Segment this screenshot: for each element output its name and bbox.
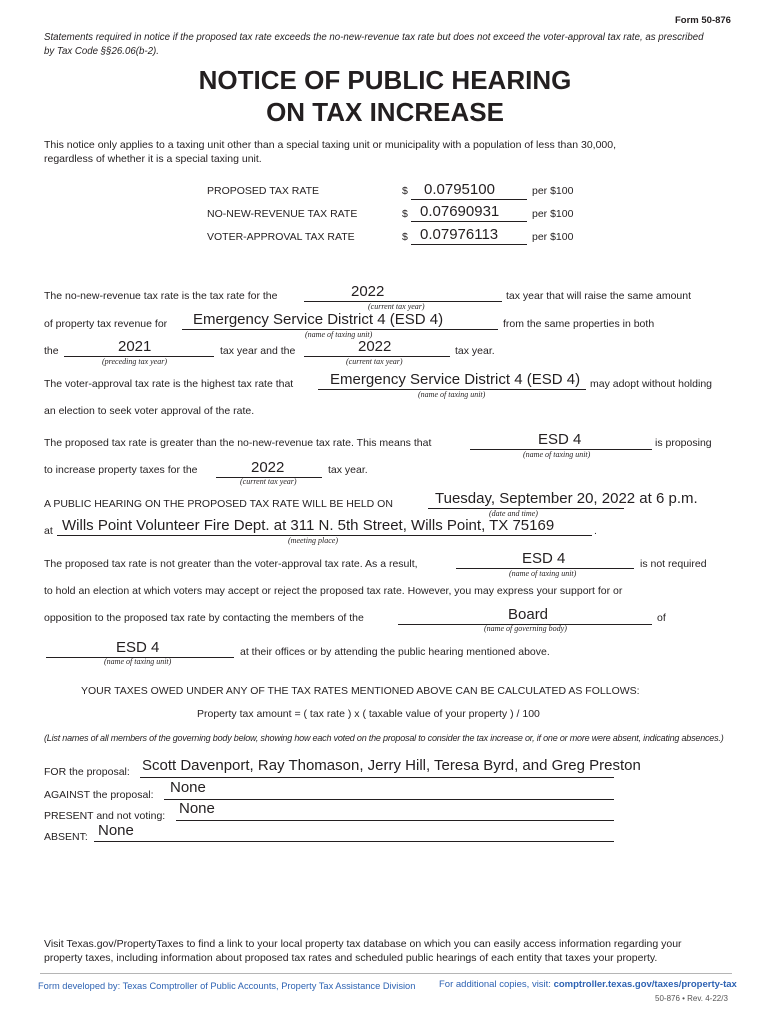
- visit-text-cont: property taxes, including information about proposed tax rates and scheduled public hearings of each entity that taxes your property.: [44, 952, 658, 964]
- p2-text-b: may adopt without holding: [590, 378, 712, 390]
- intro-text-cont: regardless of whether it is a special taxing unit.: [44, 153, 262, 165]
- p1-caption-preceding-year: (preceding tax year): [102, 357, 168, 366]
- visit-text: Visit Texas.gov/PropertyTaxes to find a link to your local property tax database on which you can easily access information regarding your: [44, 938, 682, 950]
- p3-text-d: tax year.: [328, 464, 368, 476]
- rate-unit: per $100: [532, 185, 574, 197]
- rate-value-voter-approval: 0.07976113: [420, 226, 499, 243]
- vote-field-present: [176, 800, 614, 821]
- p2-text-a: The voter-approval tax rate is the highest tax rate that: [44, 378, 294, 390]
- p1-caption-current-year-2: (current tax year): [346, 357, 403, 366]
- rate-unit: per $100: [532, 231, 574, 243]
- dollar-sign: $: [402, 185, 408, 197]
- hearing-text: A PUBLIC HEARING ON THE PROPOSED TAX RATE WILL BE HELD ON: [44, 498, 393, 510]
- vote-field-absent: [94, 824, 614, 842]
- vote-label-present: PRESENT and not voting:: [44, 810, 166, 822]
- calc-heading: YOUR TAXES OWED UNDER ANY OF THE TAX RATES MENTIONED ABOVE CAN BE CALCULATED AS FOLLOWS:: [81, 685, 640, 697]
- p1-text-e: the: [44, 345, 59, 357]
- p1-text-g: tax year.: [455, 345, 495, 357]
- p1-text-c: of property tax revenue for: [44, 318, 168, 330]
- footer-copies-label: For additional copies, visit:: [439, 979, 554, 990]
- vote-label-against: AGAINST the proposal:: [44, 789, 154, 801]
- p1-value-preceding-year: 2021: [118, 338, 152, 355]
- p1-text-f: tax year and the: [220, 345, 296, 357]
- rate-label-proposed: PROPOSED TAX RATE: [207, 185, 320, 197]
- rate-unit: per $100: [532, 208, 574, 220]
- p4-text-b: is not required: [640, 558, 707, 570]
- hearing-value-place: Wills Point Volunteer Fire Dept. at 311 N. 5th Street, Wills Point, TX 75169: [62, 517, 555, 534]
- statement-cont: by Tax Code §§26.06(b-2).: [44, 46, 159, 57]
- footer-copies-link[interactable]: comptroller.texas.gov/taxes/property-tax: [553, 979, 737, 990]
- p4-value-taxing-unit: ESD 4: [522, 550, 566, 567]
- p2-caption-taxing-unit: (name of taxing unit): [418, 390, 486, 399]
- p3-value-current-year: 2022: [251, 459, 285, 476]
- p4-value-taxing-unit-2: ESD 4: [116, 639, 160, 656]
- calc-formula: Property tax amount = ( tax rate ) x ( taxable value of your property ) / 100: [197, 708, 540, 720]
- page-title: NOTICE OF PUBLIC HEARING: [198, 65, 572, 95]
- p4-text-e: of: [657, 612, 666, 624]
- footer-credit: Form developed by: Texas Comptroller of Public Accounts, Property Tax Assistance Division: [38, 981, 416, 991]
- footer-copies: [439, 979, 737, 990]
- p2-value-taxing-unit: Emergency Service District 4 (ESD 4): [330, 371, 581, 388]
- page-title-line2: ON TAX INCREASE: [266, 97, 504, 127]
- p3-value-taxing-unit: ESD 4: [538, 431, 582, 448]
- p4-text-c: to hold an election at which voters may accept or reject the proposed tax rate. However, you may express your support for or: [44, 585, 623, 597]
- vote-label-absent: ABSENT:: [44, 831, 88, 843]
- p4-value-governing-body: Board: [508, 606, 549, 623]
- p1-text-d: from the same properties in both: [503, 318, 655, 330]
- p1-value-taxing-unit: Emergency Service District 4 (ESD 4): [193, 311, 444, 328]
- p4-text-d: opposition to the proposed tax rate by contacting the members of the: [44, 612, 364, 624]
- p4-caption-taxing-unit: (name of taxing unit): [509, 569, 577, 578]
- vote-label-for: FOR the proposal:: [44, 766, 130, 778]
- list-note: (List names of all members of the governing body below, showing how each voted on the proposal to consider the tax increase or, if one or more were absent, indicating absences.): [44, 733, 724, 743]
- p1-text-a: The no-new-revenue tax rate is the tax rate for the: [44, 290, 278, 302]
- p4-caption-taxing-unit-2: (name of taxing unit): [104, 657, 172, 666]
- p3-text-c: to increase property taxes for the: [44, 464, 198, 476]
- p4-text-a: The proposed tax rate is not greater than the voter-approval tax rate. As a result,: [44, 558, 418, 570]
- p2-text-c: an election to seek voter approval of the rate.: [44, 405, 255, 417]
- vote-value-present: None: [179, 800, 215, 817]
- p4-caption-governing-body: (name of governing body): [484, 624, 567, 633]
- p1-field-current-year: [304, 284, 502, 302]
- p4-text-f: at their offices or by attending the public hearing mentioned above.: [240, 646, 550, 658]
- rate-value-proposed: 0.0795100: [424, 181, 495, 198]
- statement: Statements required in notice if the proposed tax rate exceeds the no-new-revenue tax rate but does not exceed the voter-approval tax rate, as prescribed: [44, 32, 704, 43]
- vote-field-against: [164, 779, 614, 800]
- vote-value-for: Scott Davenport, Ray Thomason, Jerry Hill, Teresa Byrd, and Greg Preston: [142, 757, 641, 774]
- dollar-sign: $: [402, 231, 408, 243]
- hearing-caption-place: (meeting place): [288, 536, 338, 545]
- p3-text-b: is proposing: [655, 437, 712, 449]
- hearing-caption-date: (date and time): [489, 509, 538, 518]
- rate-label-no-new-revenue: NO-NEW-REVENUE TAX RATE: [207, 208, 358, 220]
- rate-label-voter-approval: VOTER-APPROVAL TAX RATE: [207, 231, 355, 243]
- hearing-period: .: [594, 525, 597, 537]
- rate-value-no-new-revenue: 0.07690931: [420, 203, 500, 220]
- p1-caption-taxing-unit: (name of taxing unit): [305, 330, 373, 339]
- hearing-value-date: Tuesday, September 20, 2022 at 6 p.m.: [435, 490, 698, 507]
- p3-caption-taxing-unit: (name of taxing unit): [523, 450, 591, 459]
- footer-revision: 50-876 • Rev. 4-22/3: [655, 994, 728, 1003]
- p3-text-a: The proposed tax rate is greater than the no-new-revenue tax rate. This means that: [44, 437, 432, 449]
- intro-text: This notice only applies to a taxing unit other than a special taxing unit or municipality with a population of less than 30,000,: [44, 139, 617, 151]
- hearing-at: at: [44, 525, 53, 537]
- p3-caption-current-year: (current tax year): [240, 477, 297, 486]
- form-number: Form 50-876: [675, 15, 731, 26]
- p1-text-b: tax year that will raise the same amount: [506, 290, 692, 302]
- p1-value-current-year: 2022: [351, 283, 385, 300]
- dollar-sign: $: [402, 208, 408, 220]
- vote-value-absent: None: [98, 822, 134, 839]
- p1-value-current-year-2: 2022: [358, 338, 392, 355]
- footer-divider: [40, 973, 732, 974]
- vote-value-against: None: [170, 779, 206, 796]
- p1-caption-current-year: (current tax year): [368, 302, 425, 311]
